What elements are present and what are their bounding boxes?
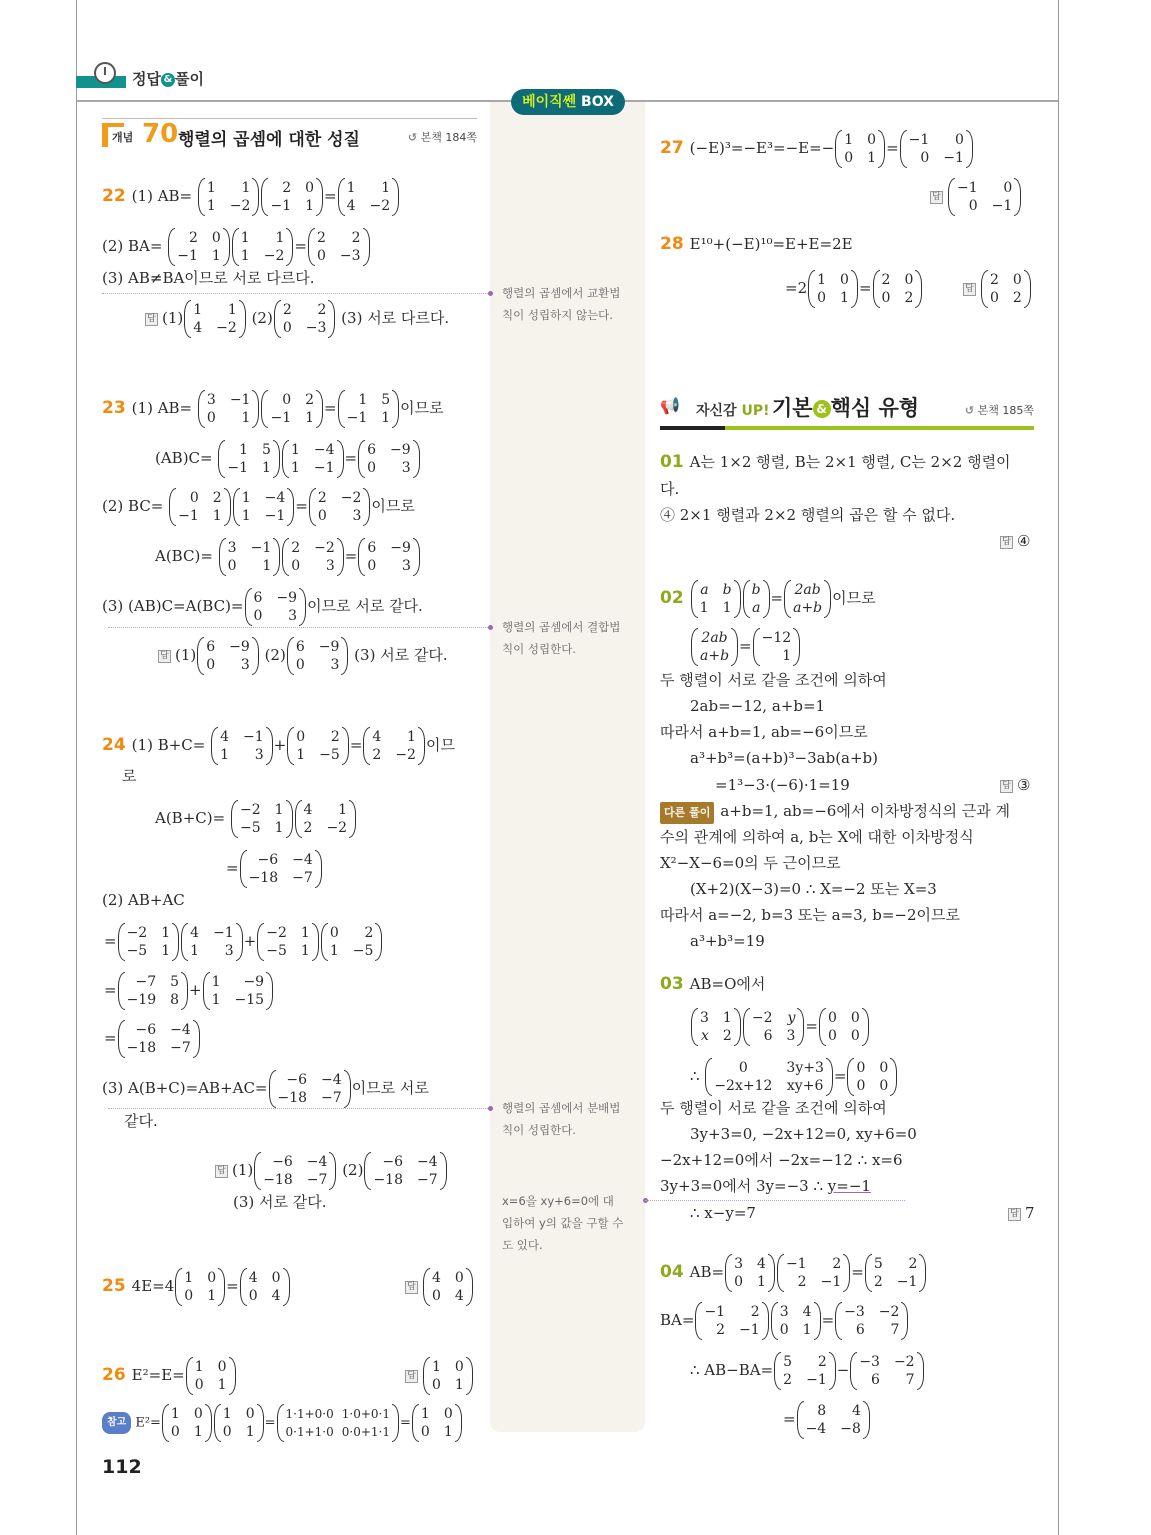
megaphone-icon: 📢 — [660, 396, 680, 415]
problem-24-line7: = −6 −4 −18 −7 — [104, 1020, 201, 1058]
side-note: 행렬의 곱셈에서 결합법 칙이 성립한다. — [502, 620, 621, 656]
side-note: x=6을 xy+6=0에 대 입하여 y의 값을 구할 수 도 있다. — [502, 1194, 624, 1252]
problem-28-answer: 답 2 0 0 2 — [963, 270, 1032, 308]
problem-24-line3: = −6 −4 −18 −7 — [226, 850, 323, 888]
q01-answer: 답 ④ — [1000, 531, 1030, 551]
q01-line1: 01 A는 1×2 행렬, B는 2×1 행렬, C는 2×2 행렬이 — [660, 452, 1011, 472]
page-left-border — [76, 0, 77, 1535]
book-ref: ↺ 본책 184쪽 — [407, 131, 477, 144]
q02-line2: 2ab a+b = −12 1 — [690, 628, 801, 666]
q03-line2: 3 1 x 2 −2 y 6 3 = 0 0 0 0 — [690, 1008, 870, 1046]
side-note: 행렬의 곱셈에서 교환법 칙이 성립하지 않는다. — [502, 286, 621, 322]
problem-25-answer: 답 4 0 0 4 — [405, 1268, 474, 1306]
page-number: 112 — [102, 1456, 142, 1478]
q03-answer: 답 7 — [1008, 1203, 1035, 1223]
q02-line1: 02 a b 1 1 b a = 2ab a+b 이므로 — [660, 582, 876, 616]
section-title: 정답 & 풀이 — [132, 70, 204, 88]
core-types-heading: 📢 자신감 UP! 기본 & 핵심 유형 ↺ 본책 185쪽 — [660, 392, 1034, 430]
problem-24-line4: (2) AB+AC — [102, 891, 185, 909]
q03-line3: ∴ 0 3y+3 −2x+12 xy+6 = 0 0 0 0 — [690, 1058, 898, 1096]
problem-24-line1: 24 (1) B+C= 4 −1 1 3 + 0 2 1 −5 = 4 1 2 −2 이므 — [102, 729, 455, 763]
problem-26: 26 E²=E= 1 0 0 1 — [102, 1357, 237, 1395]
problem-23-line3: (2) BC= 0 2 −1 1 1 −4 1 −1 = 2 −2 0 3 이므로 — [102, 490, 415, 524]
q04-line3: ∴ AB−BA= 5 2 2 −1 − −3 −2 6 7 — [690, 1352, 925, 1390]
problem-22-line2: (2) BA= 2 0 −1 1 1 1 1 −2 = 2 2 0 −3 — [102, 228, 371, 266]
refresh-arrow-icon: ↺ — [407, 131, 418, 144]
q03-line1: 03 AB=O에서 — [660, 974, 766, 994]
refresh-arrow-icon: ↺ — [964, 404, 975, 417]
problem-22-line1: 22 (1) AB= 1 1 1 −2 2 0 −1 1 = 1 1 4 −2 — [102, 178, 400, 216]
clock-icon — [94, 62, 116, 84]
matrix: 2 0 −1 1 — [261, 178, 323, 216]
problem-25: 25 4E=4 1 0 0 1 = 4 0 0 4 — [102, 1268, 291, 1306]
q04-line4: = 8 4 −4 −8 — [783, 1401, 871, 1439]
problem-22-answer: 답 (1) 1 1 4 −2 (2) 2 2 0 −3 (3) 서로 다르다. — [145, 300, 449, 338]
matrix: 1 1 4 −2 — [338, 178, 400, 216]
problem-24-line8: (3) A(B+C)=AB+AC= −6 −4 −18 −7 이므로 서로 — [102, 1072, 429, 1106]
problem-24-answer: 답 (1) −6 −4 −18 −7 (2) −6 −4 −18 −7 — [215, 1152, 448, 1190]
problem-24-line5: = −2 1 −5 1 4 −1 1 3 + −2 1 −5 1 0 2 1 −5 — [104, 923, 383, 961]
problem-26-answer: 답 1 0 0 1 — [405, 1357, 474, 1395]
q04-line1: 04 AB= 3 4 0 1 −1 2 2 −1 = 5 2 2 −1 — [660, 1254, 927, 1292]
basic-box-badge: 베이직쎈 BOX — [511, 89, 625, 115]
problem-24-line6: = −7 5 −19 8 + 1 −9 1 −15 — [104, 972, 274, 1010]
problem-27: 27 (−E)³=−E³=−E=− 1 0 0 1 = −1 0 0 −1 — [660, 130, 974, 168]
problem-23-line2: (AB)C= 1 5 −1 1 1 −4 1 −1 = 6 −9 0 3 — [155, 440, 421, 478]
problem-24-line2: A(B+C)= −2 1 −5 1 4 1 2 −2 — [155, 800, 357, 838]
problem-28-line2: =2 1 0 0 1 = 2 0 0 2 — [785, 270, 923, 308]
q02-answer: 답 ③ — [1000, 775, 1030, 795]
matrix: 1 1 1 −2 — [198, 178, 260, 216]
problem-22-line3: (3) AB≠BA이므로 서로 다르다. — [102, 269, 315, 287]
q03-line7: 3y+3=0에서 3y=−3 ∴ y=−1 — [660, 1177, 871, 1195]
q04-line2: BA= −1 2 2 −1 3 4 0 1 = −3 −2 6 7 — [660, 1302, 909, 1340]
problem-26-note: 참고 E²= 1 0 0 1 1 0 0 1 = 1·1+0·0 1·0+0·1 0·1+1·0 0·0+1·1 = 1 0 0 1 — [102, 1404, 463, 1442]
book-ref: ↺ 본책 185쪽 — [964, 404, 1034, 417]
problem-23-line5: (3) (AB)C=A(BC)= 6 −9 0 3 이므로 서로 같다. — [102, 590, 423, 624]
problem-23-line4: A(BC)= 3 −1 0 1 2 −2 0 3 = 6 −9 0 3 — [155, 538, 421, 576]
problem-28-line1: 28 E¹⁰+(−E)¹⁰=E+E=2E — [660, 234, 853, 254]
problem-23-answer: 답 (1) 6 −9 0 3 (2) 6 −9 0 3 (3) 서로 같다. — [158, 637, 448, 675]
side-note: 행렬의 곱셈에서 분배법 칙이 성립한다. — [502, 1101, 621, 1137]
concept-heading: 개념 70 행렬의 곱셈에 대한 성질 ↺ 본책 184쪽 — [102, 118, 477, 152]
q02-alt1: 다른 풀이 a+b=1, ab=−6에서 이차방정식의 근과 계 — [660, 801, 1010, 824]
problem-27-answer: 답 −1 0 0 −1 — [930, 178, 1022, 216]
problem-23-line1: 23 (1) AB= 3 −1 0 1 0 2 −1 1 = 1 5 −1 1 이므로 — [102, 392, 444, 426]
page-right-border — [1058, 0, 1059, 1535]
